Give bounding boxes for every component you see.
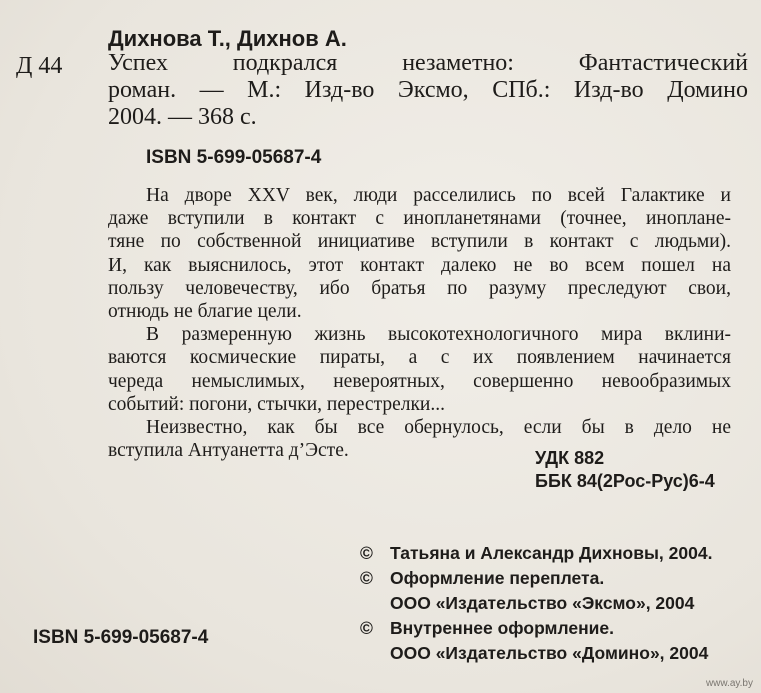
copyright-block xyxy=(360,541,712,666)
copyright-line xyxy=(360,541,712,566)
annotation-line: Неизвестно, как бы все обернулось, если бы в дело не xyxy=(146,417,731,439)
udk-code: УДК 882 xyxy=(535,448,605,468)
annotation-line: ваются космические пираты, а с их появлением начинается xyxy=(108,347,731,369)
bib-line-1: Успех подкрался незаметно: Фантастический xyxy=(108,50,748,76)
isbn-bottom: ISBN 5-699-05687-4 xyxy=(33,627,209,648)
copyright-icon: © xyxy=(360,568,373,588)
annotation-line: На дворе XXV век, люди расселились по всей Галактике и xyxy=(146,185,731,206)
bbk-code: ББК 84(2Рос-Рус)6-4 xyxy=(535,471,715,491)
copyright-text: Оформление переплета. xyxy=(390,568,605,588)
copyright-icon: © xyxy=(360,543,373,563)
annotation-line: событий: погони, стычки, перестрелки... xyxy=(108,393,445,415)
bibliographic-description xyxy=(108,50,748,131)
isbn-top: ISBN 5-699-05687-4 xyxy=(146,147,322,168)
annotation xyxy=(108,184,731,462)
copyright-text: Татьяна и Александр Дихновы, 2004. xyxy=(390,543,713,563)
copyright-line xyxy=(360,616,712,641)
annotation-line: пользу человечеству, ибо братья по разуму преследуют свои, xyxy=(108,277,731,299)
copyright-line: ООО «Издательство «Домино», 2004 xyxy=(390,643,709,663)
annotation-line: В размеренную жизнь высокотехнологичного мира вклини- xyxy=(146,324,731,346)
copyright-text: Внутреннее оформление. xyxy=(390,618,615,638)
copyright-line: ООО «Издательство «Эксмо», 2004 xyxy=(390,593,695,613)
annotation-line: череда немыслимых, невероятных, совершенно невообразимых xyxy=(108,370,731,392)
library-index: Д 44 xyxy=(16,53,63,79)
copyright-icon: © xyxy=(360,618,373,638)
annotation-line: даже вступили в контакт с инопланетянами (точнее, иноплане- xyxy=(108,208,731,230)
annotation-line: вступила Антуанетта д’Эсте. xyxy=(108,440,349,462)
bib-line-3: 2004. — 368 с. xyxy=(108,104,257,130)
authors: Дихнова Т., Дихнов А. xyxy=(108,26,347,51)
annotation-line: тяне по собственной инициативе вступили в контакт с людьми). xyxy=(108,231,731,253)
watermark: www.ay.by xyxy=(705,678,753,689)
bib-line-2: роман. — М.: Изд-во Эксмо, СПб.: Изд-во Домино xyxy=(108,77,748,103)
copyright-line xyxy=(360,566,712,591)
classification-codes xyxy=(535,447,715,493)
annotation-line: отнюдь не благие цели. xyxy=(108,301,302,323)
annotation-line: И, как выяснилось, этот контакт далеко не во всем пошел на xyxy=(108,254,731,276)
